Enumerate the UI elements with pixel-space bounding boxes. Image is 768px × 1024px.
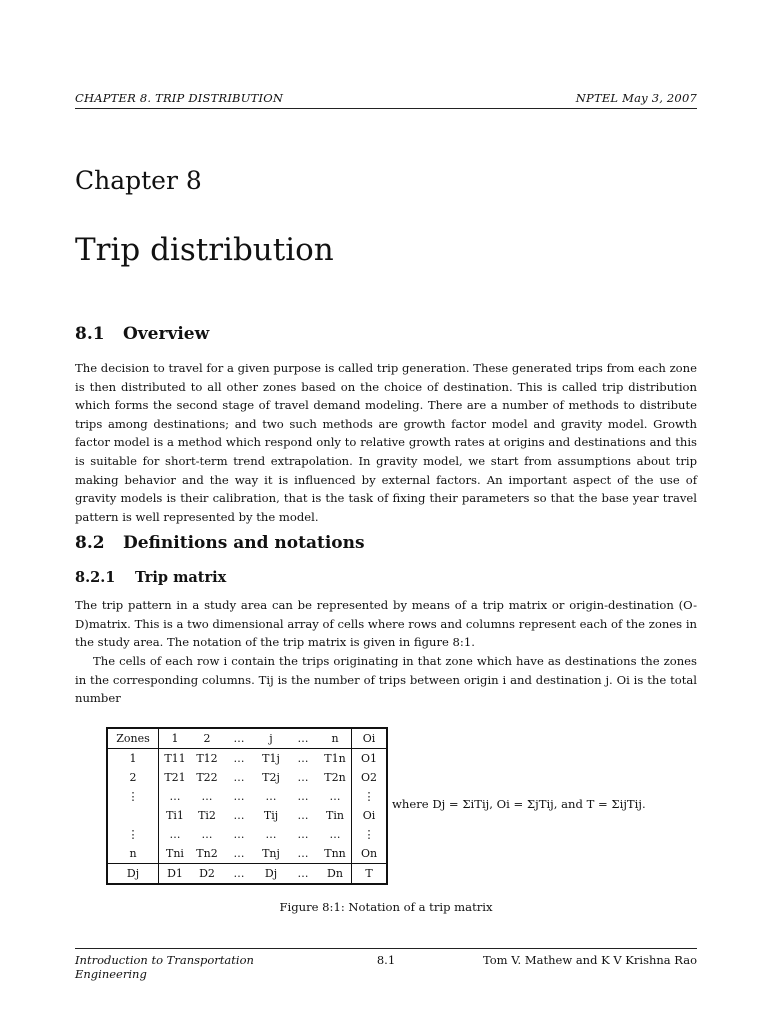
matrix-cell: …	[329, 828, 341, 841]
section-title: Definitions and notations	[123, 533, 365, 553]
footer-book-title: Introduction to Transportation Engineering	[75, 953, 254, 981]
matrix-cell: ⋮	[107, 787, 159, 806]
matrix-row	[107, 728, 387, 749]
matrix-cell: 2	[191, 728, 223, 749]
matrix-row	[107, 787, 387, 806]
matrix-cell: …	[223, 728, 255, 749]
matrix-cell: …	[287, 728, 319, 749]
matrix-cell: …	[297, 847, 309, 860]
matrix-cell: ⋮	[352, 787, 388, 806]
matrix-cell: n	[107, 844, 159, 864]
matrix-cell: …	[223, 864, 255, 885]
figure-caption: Figure 8:1: Notation of a trip matrix	[279, 900, 493, 914]
matrix-cell: …	[201, 828, 213, 841]
matrix-cell: …	[297, 790, 309, 803]
matrix-cell: Tni	[166, 847, 184, 860]
matrix-cell: Dj	[255, 864, 287, 885]
matrix-cell: …	[233, 790, 245, 803]
matrix-cell: O1	[352, 749, 388, 769]
matrix-row	[107, 806, 387, 825]
matrix-cell: T21	[164, 771, 186, 784]
chapter-label: Chapter 8	[75, 166, 202, 195]
matrix-cell: …	[297, 809, 309, 822]
matrix-cell: …	[297, 752, 309, 765]
matrix-cell: T12	[196, 752, 218, 765]
matrix-cell: Dj	[107, 864, 159, 885]
trip-matrix-table	[106, 727, 388, 885]
subsection-number: 8.2.1	[75, 569, 116, 586]
footer-page-number: 8.1	[376, 953, 396, 967]
matrix-cell: T22	[196, 771, 218, 784]
trip-matrix-paragraph-2: The cells of each row i contain the trips originating in that zone which have as destinations the zones in the corresponding columns. Tij is the number of trips between origin i and destination j. Oi is the total number	[75, 654, 697, 706]
matrix-cell: 1	[107, 749, 159, 769]
running-header	[75, 91, 697, 109]
section-title: Overview	[123, 324, 210, 344]
matrix-cell: T	[352, 864, 388, 885]
page-footer	[75, 948, 697, 981]
section-number: 8.2	[75, 533, 105, 553]
matrix-cell: Tnn	[324, 847, 346, 860]
subsection-title: Trip matrix	[135, 569, 227, 586]
matrix-cell: T1j	[262, 752, 280, 765]
matrix-cell: Tin	[326, 809, 344, 822]
section-heading-definitions	[75, 533, 365, 553]
matrix-cell	[107, 806, 159, 825]
matrix-cell: ⋮	[352, 825, 388, 844]
trip-matrix-figure	[106, 727, 646, 885]
overview-paragraph: The decision to travel for a given purpose is called trip generation. These generated trips from each zone is then distributed to all other zones based on the choice of destination. This is called trip distribution which forms the second stage of travel demand modeling. There are a number of methods to distribute trips among destinations; and two such methods are growth factor model and gravity model. Growth factor model is a method which respond only to relative growth rates at origins and destinations and this is suitable for short-term trend extrapolation. In gravity model, we start from assumptions about trip making behavior and the way it is influenced by external factors. An important aspect of the use of gravity models is their calibration, that is the task of fixing their parameters so that the base year travel pattern is well represented by the model.	[75, 361, 697, 524]
matrix-row	[107, 825, 387, 844]
matrix-cell: …	[169, 790, 181, 803]
matrix-cell: j	[255, 728, 287, 749]
matrix-cell: …	[297, 828, 309, 841]
matrix-cell: …	[233, 828, 245, 841]
matrix-cell: n	[319, 728, 352, 749]
matrix-cell: Tnj	[262, 847, 280, 860]
matrix-row	[107, 749, 387, 769]
section-number: 8.1	[75, 324, 105, 344]
subsection-heading-trip-matrix	[75, 569, 226, 586]
matrix-cell: …	[233, 847, 245, 860]
matrix-cell: …	[233, 752, 245, 765]
matrix-cell: Zones	[107, 728, 159, 749]
matrix-row	[107, 768, 387, 787]
matrix-cell: …	[233, 771, 245, 784]
matrix-cell: …	[329, 790, 341, 803]
matrix-cell: O2	[352, 768, 388, 787]
matrix-row	[107, 844, 387, 864]
matrix-row	[107, 864, 387, 885]
matrix-cell: …	[265, 828, 277, 841]
matrix-cell: Ti2	[198, 809, 216, 822]
matrix-note: where Dj = ΣiTij, Oi = ΣjTij, and T = ΣijTij.	[392, 797, 646, 811]
matrix-cell: …	[201, 790, 213, 803]
matrix-cell: …	[265, 790, 277, 803]
matrix-cell: T11	[164, 752, 186, 765]
matrix-cell: D2	[191, 864, 223, 885]
matrix-cell: T1n	[324, 752, 346, 765]
matrix-cell: Oi	[352, 806, 388, 825]
matrix-cell: …	[233, 809, 245, 822]
running-header-date: NPTEL May 3, 2007	[575, 91, 697, 105]
matrix-cell: T2n	[324, 771, 346, 784]
trip-matrix-paragraph-1: The trip pattern in a study area can be represented by means of a trip matrix or origin-destination (O-D)matrix. This is a two dimensional array of cells where rows and columns represent each of the zones in the study area. The notation of the trip matrix is given in figure 8:1.	[75, 598, 697, 650]
matrix-cell: Oi	[352, 728, 388, 749]
matrix-cell: …	[287, 864, 319, 885]
matrix-cell: T2j	[262, 771, 280, 784]
footer-authors: Tom V. Mathew and K V Krishna Rao	[482, 953, 697, 967]
running-header-chapter: CHAPTER 8. TRIP DISTRIBUTION	[75, 91, 284, 105]
matrix-cell: 2	[107, 768, 159, 787]
matrix-cell: On	[352, 844, 388, 864]
matrix-cell: …	[297, 771, 309, 784]
document-page	[75, 0, 697, 1024]
matrix-cell: Tn2	[196, 847, 218, 860]
chapter-title: Trip distribution	[75, 232, 334, 268]
matrix-cell: ⋮	[107, 825, 159, 844]
matrix-cell: Dn	[319, 864, 352, 885]
matrix-cell: 1	[159, 728, 192, 749]
matrix-cell: …	[169, 828, 181, 841]
matrix-cell: D1	[159, 864, 192, 885]
matrix-cell: Tij	[263, 809, 279, 822]
matrix-cell: Ti1	[166, 809, 184, 822]
section-heading-overview	[75, 324, 209, 344]
